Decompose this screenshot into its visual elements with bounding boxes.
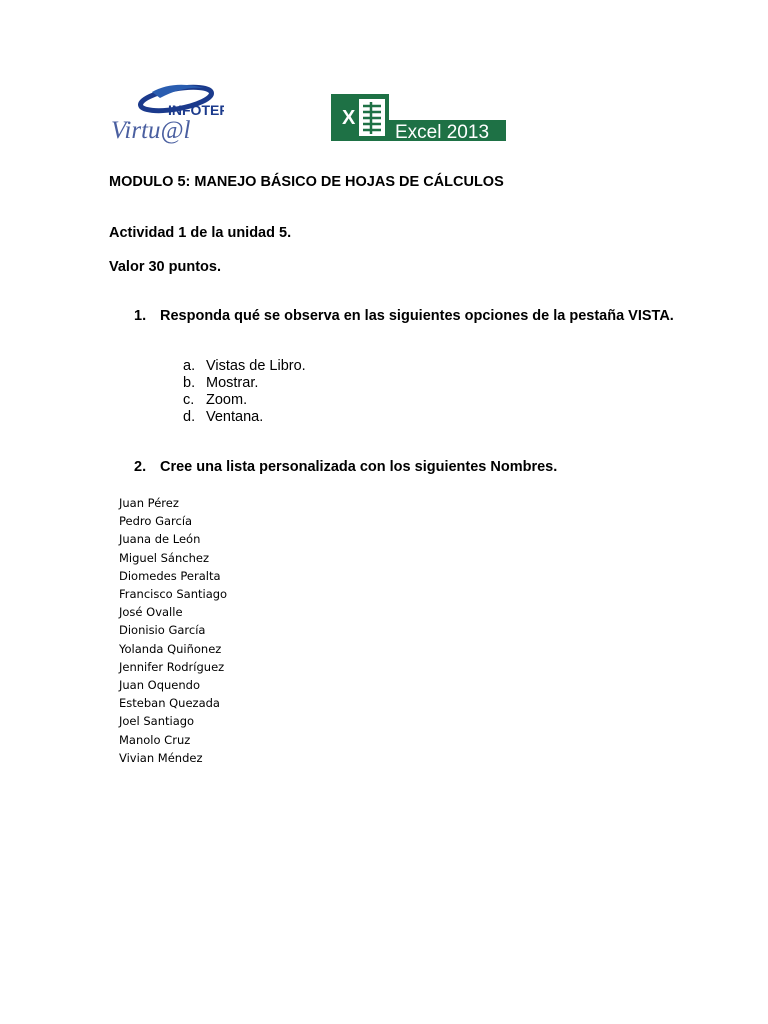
module-heading: MODULO 5: MANEJO BÁSICO DE HOJAS DE CÁLCULOS [109,174,504,190]
option-text: Zoom. [206,392,248,408]
list-item: Juan Pérez [119,496,179,510]
question-1-number: 1. [134,308,147,324]
list-item: Juana de León [119,532,201,547]
option-text: Mostrar. [206,375,259,391]
option-item [183,409,306,426]
question-2 [134,459,557,475]
list-item: Juan Oquendo [119,678,201,693]
question-1 [134,308,674,325]
option-item [183,392,306,409]
excel-2013-logo [331,94,507,147]
svg-text:Excel 2013: Excel 2013 [395,122,490,142]
activity-title: Actividad 1 de la unidad 5. [109,225,292,241]
question-1-options [183,358,306,426]
option-text: Ventana. [206,409,264,425]
question-2-text: Cree una lista personalizada con los siguientes Nombres. [160,459,558,475]
svg-text:Virtu@l: Virtu@l [111,117,191,144]
list-item: Pedro García [119,514,193,529]
option-letter: d. [183,409,196,425]
option-item [183,375,306,392]
option-text: Vistas de Libro. [206,358,306,374]
question-2-number: 2. [134,459,147,475]
svg-text:INFOTEP: INFOTEP [168,102,224,118]
list-item: Miguel Sánchez [119,550,209,565]
list-item: José Ovalle [119,605,183,620]
names-list [119,494,227,767]
option-letter: b. [183,375,196,391]
list-item: Esteban Quezada [119,696,220,711]
list-item: Dionisio García [119,623,206,638]
svg-text:X: X [342,107,356,129]
list-item: Yolanda Quiñonez [119,641,222,656]
list-item: Manolo Cruz [119,732,191,747]
list-item: Diomedes Peralta [119,568,221,583]
option-letter: a. [183,358,196,374]
list-item: Vivian Méndez [119,750,203,765]
list-item: Francisco Santiago [119,587,228,602]
list-item: Joel Santiago [119,714,195,729]
option-item [183,358,306,375]
infotep-virtual-logo [108,82,224,149]
question-1-text: Responda qué se observa en las siguientes opciones de la pestaña VISTA. [160,308,674,324]
list-item: Jennifer Rodríguez [119,659,225,674]
points-value: Valor 30 puntos. [109,259,221,275]
option-letter: c. [183,392,195,408]
